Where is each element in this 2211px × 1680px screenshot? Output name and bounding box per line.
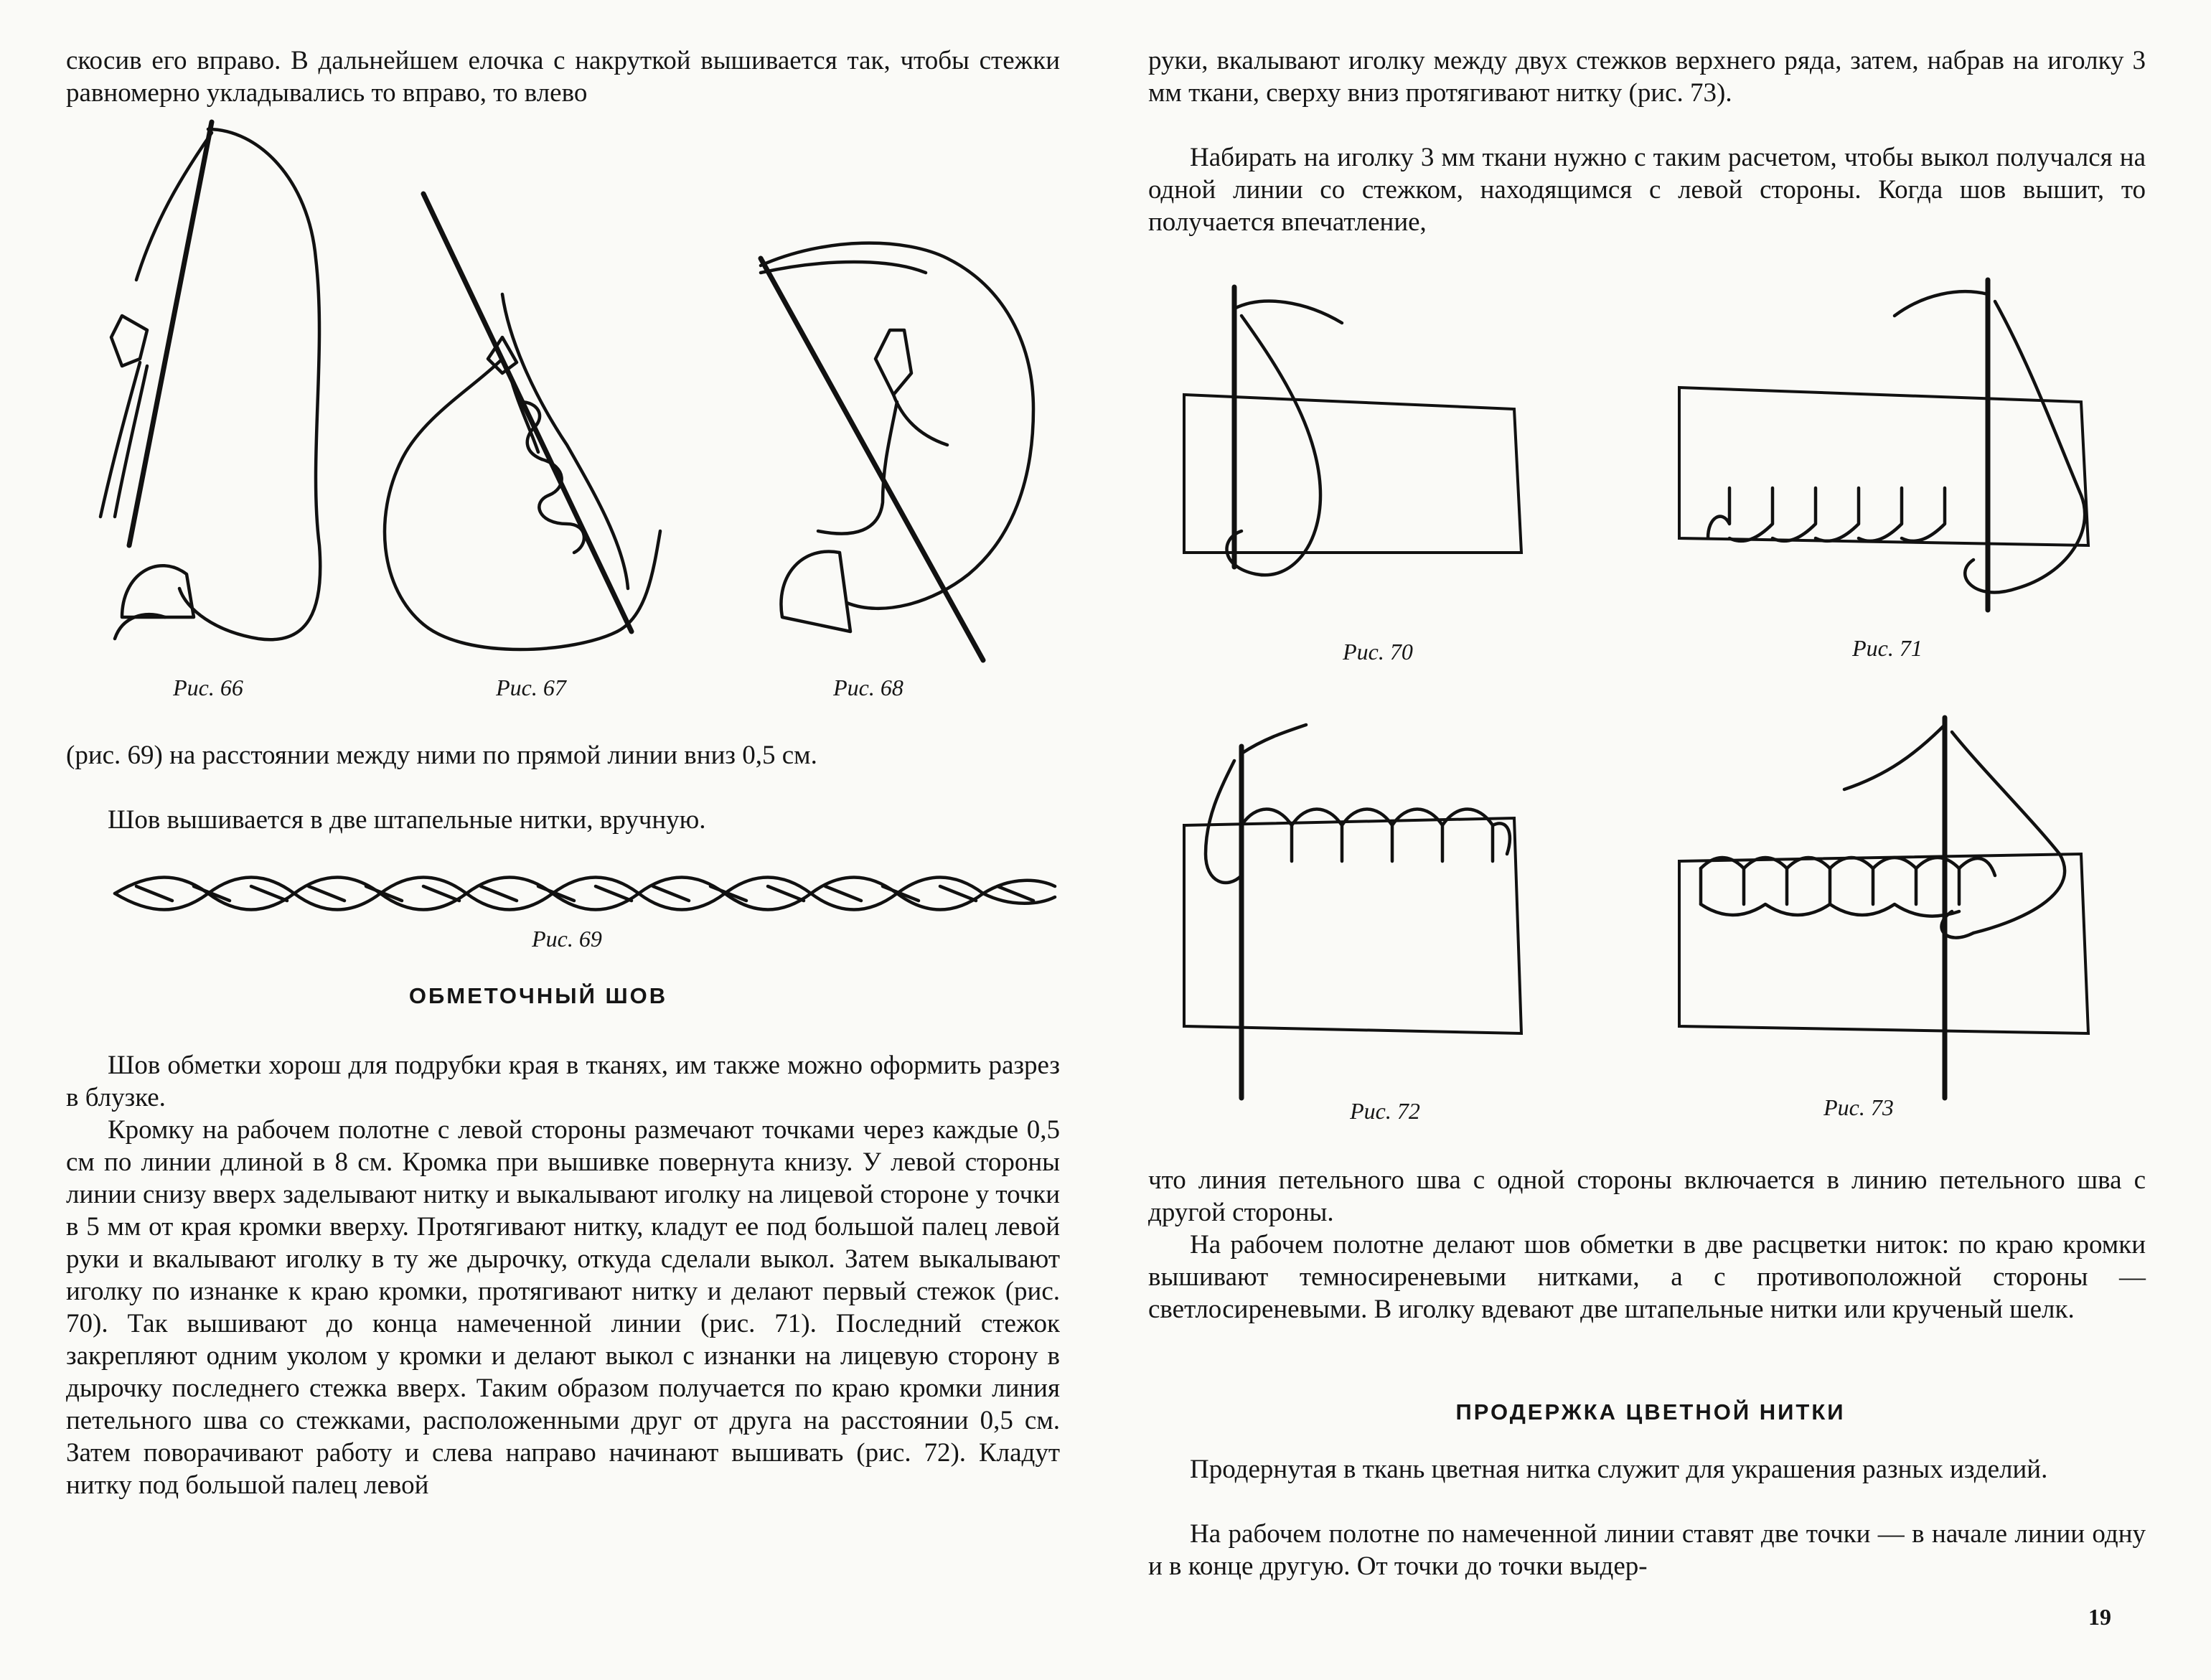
caption-fig-66: Рис. 66 — [173, 675, 243, 700]
figure-69-braid-stitch — [108, 858, 1062, 929]
paragraph-needle-depth: Набирать на иголку 3 мм ткани нужно с таким расчетом, чтобы выкол получался на одной линии со стежком, находящимся с левой стороны. Когда шов вышит, то получается впечатление, — [1148, 143, 2146, 237]
caption-fig-68: Рис. 68 — [833, 675, 903, 700]
paragraph-overcast-instructions: Кромку на рабочем полотне с левой стороны размечают точками через каждые 0,5 см по линии длиной в 8 см. Кромка при вышивке повернута книзу. У левой стороны линии снизу вверх заделывают нитку и выкалывают иголку на лицевой стороне у точки в 5 мм от края кромки вверху. Протягивают нитку, кладут ее под большой палец левой руки и вкалывают иголку в ту же дырочку, откуда сделали выкол. Затем выкалывают иголку по изнанке к краю кромки, протягивают нитку и делают первый стежок (рис. 70). Так вышивают до конца намеченной линии (рис. 71). Последний стежок закрепляют одним уколом у кромки и делают выкол с изнанки на лицевую сторону в дырочку последнего стежка вверх. Таким образом получается по краю кромки линия петельного шва со стежками, расположенными друг от друга на расстоянии 0,5 см. Затем поворачивают работу и слева направо начинают вышивать (рис. 72). Кладут нитку под большой палец левой — [66, 1115, 1060, 1500]
paragraph-continuation: скосив его вправо. В дальнейшем елочка с накруткой вышивается так, чтобы стежки равномерно укладывались то вправо, то влево — [66, 46, 1060, 108]
figure-67-needle-thread — [359, 187, 689, 675]
figure-73-finished-overcast — [1672, 710, 2103, 1112]
section-heading-overcast-stitch: ОБМЕТОЧНЫЙ ШОВ — [408, 983, 668, 1008]
paragraph-two-colors: На рабочем полотне делают шов обметки в две расцветки ниток: по краю кромки вышивают темносиреневыми нитками, а с противоположной стороны — светлосиреневыми. В иголку вдевают две штапельные нитки или крученый шелк. — [1148, 1230, 2146, 1324]
paragraph-colored-thread-instructions: На рабочем полотне по намеченной линии ставят две точки — в начале линии одну и в конце другую. От точки до точки выдер- — [1148, 1519, 2146, 1581]
figure-66-needle-thread — [72, 115, 344, 667]
figure-71-overcast-line — [1672, 273, 2103, 632]
caption-fig-69: Рис. 69 — [532, 926, 602, 952]
paragraph-visual-effect: что линия петельного шва с одной стороны включается в линию петельного шва с другой стороны. — [1148, 1165, 2146, 1227]
caption-fig-67: Рис. 67 — [496, 675, 566, 700]
figure-72-return-stitching — [1177, 710, 1579, 1112]
paragraph-stitch-note: Шов вышивается в две штапельные нитки, вручную. — [108, 805, 706, 835]
paragraph-colored-thread-use: Продернутая в ткань цветная нитка служит для украшения разных изделий. — [1190, 1455, 2048, 1484]
caption-fig-73: Рис. 73 — [1823, 1094, 1894, 1120]
caption-fig-70: Рис. 70 — [1343, 639, 1413, 665]
caption-fig-71: Рис. 71 — [1852, 635, 1923, 661]
right-page — [1105, 0, 2211, 1680]
page-number: 19 — [2088, 1604, 2111, 1630]
figure-68-needle-thread — [718, 230, 1062, 675]
paragraph-continuation-right: руки, вкалывают иголку между двух стежков верхнего ряда, затем, набрав на иголку 3 мм ткани, сверху вниз протягивают нитку (рис. 73). — [1148, 46, 2146, 108]
paragraph-overcast-use: Шов обметки хорош для подрубки края в тканях, им также можно оформить разрез в блузке. — [66, 1051, 1060, 1112]
caption-fig-72: Рис. 72 — [1350, 1098, 1420, 1124]
figure-70-overcast-start — [1177, 280, 1579, 639]
left-page — [0, 0, 1105, 1680]
paragraph-fig69-ref: (рис. 69) на расстоянии между ними по прямой линии вниз 0,5 см. — [66, 741, 817, 770]
section-heading-colored-thread: ПРОДЕРЖКА ЦВЕТНОЙ НИТКИ — [1455, 1399, 1846, 1425]
